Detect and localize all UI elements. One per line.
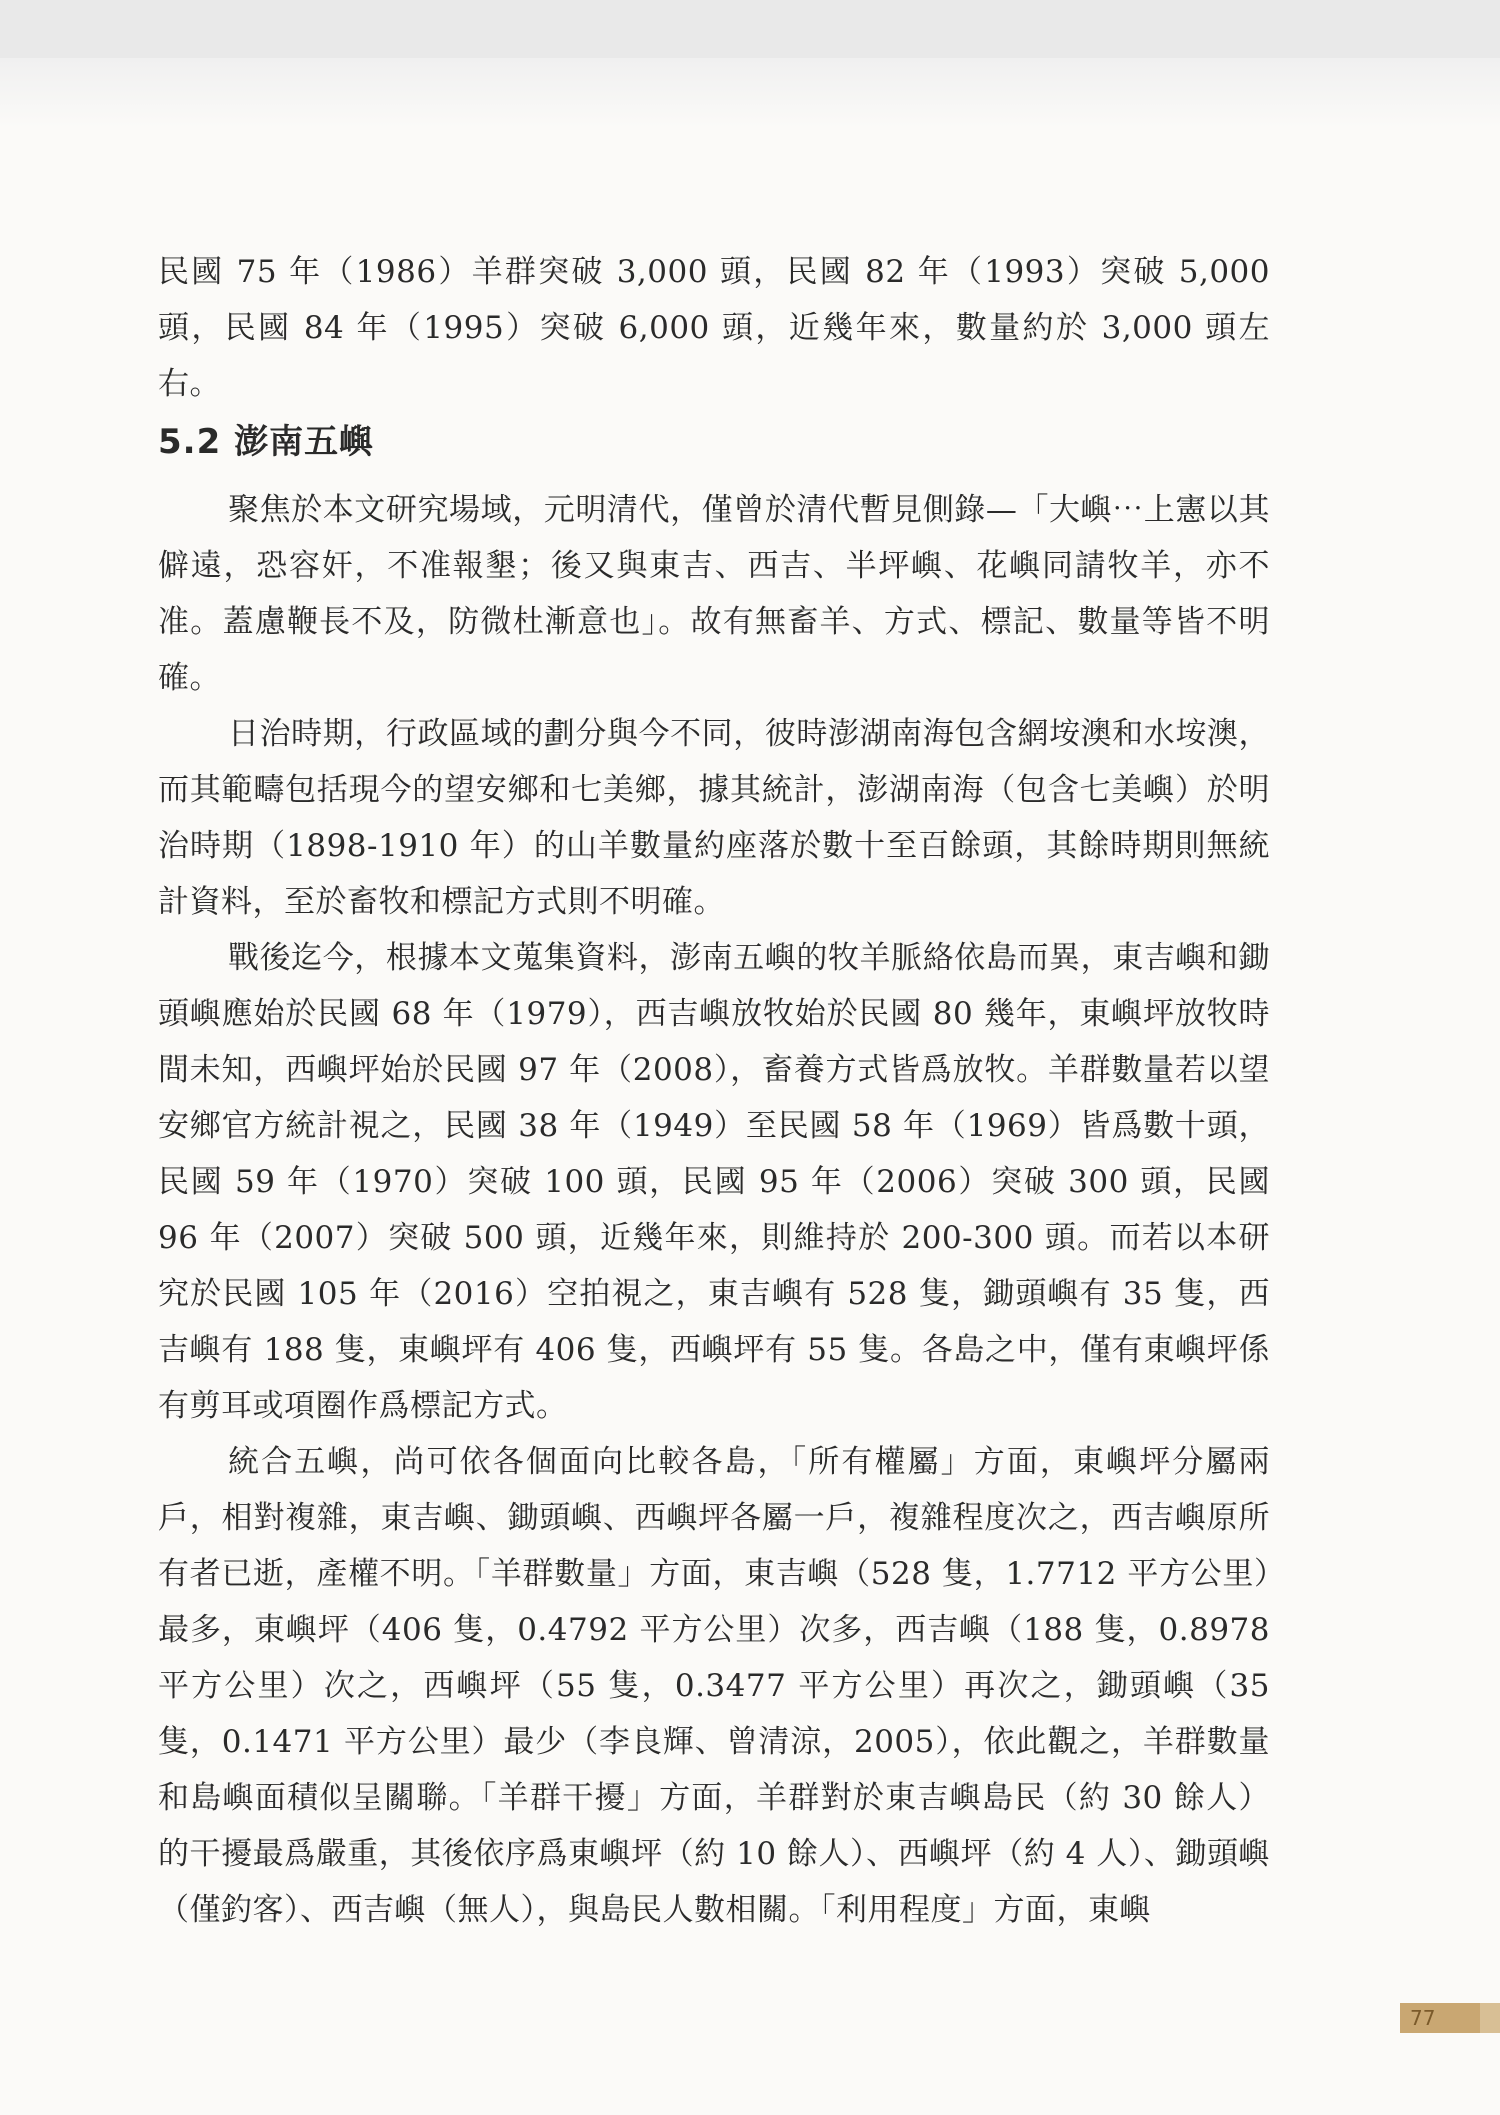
intro-paragraph: 民國 75 年（1986）羊群突破 3,000 頭，民國 82 年（1993）突破 5,000 頭，民國 84 年（1995）突破 6,000 頭，近幾年來，數量約於 3,000 頭左右。 [158,254,1270,402]
page-body [158,244,1270,1938]
page-number: 77 [1400,2003,1480,2033]
page-number-tab-edge [1480,2003,1500,2033]
paragraph-3: 戰後迄今，根據本文蒐集資料，澎南五嶼的牧羊脈絡依島而異，東吉嶼和鋤頭嶼應始於民國 68 年（1979），西吉嶼放牧始於民國 80 幾年，東嶼坪放牧時間未知，西嶼坪始於民國 97 年（2008），畜養方式皆爲放牧。羊群數量若以望安鄉官方統計視之，民國 38 年（1949）至民國 58 年（1969）皆爲數十頭，民國 59 年（1970）突破 100 頭，民國 95 年（2006）突破 300 頭，民國 96 年（2007）突破 500 頭，近幾年來，則維持於 200-300 頭。而若以本研究於民國 105 年（2016）空拍視之，東吉嶼有 528 隻，鋤頭嶼有 35 隻，西吉嶼有 188 隻，東嶼坪有 406 隻，西嶼坪有 55 隻。各島之中，僅有東嶼坪係有剪耳或項圈作爲標記方式。 [158,940,1270,1424]
top-scan-band [0,0,1500,58]
paragraph-4: 統合五嶼，尚可依各個面向比較各島，「所有權屬」方面，東嶼坪分屬兩戶，相對複雜，東吉嶼、鋤頭嶼、西嶼坪各屬一戶，複雜程度次之，西吉嶼原所有者已逝，產權不明。「羊群數量」方面，東吉嶼（528 隻，1.7712 平方公里）最多，東嶼坪（406 隻，0.4792 平方公里）次多，西吉嶼（188 隻，0.8978 平方公里）次之，西嶼坪（55 隻，0.3477 平方公里）再次之，鋤頭嶼（35 隻，0.1471 平方公里）最少（李良輝、曾清涼，2005），依此觀之，羊群數量和島嶼面積似呈關聯。「羊群干擾」方面，羊群對於東吉嶼島民（約 30 餘人）的干擾最爲嚴重，其後依序爲東嶼坪（約 10 餘人）、西嶼坪（約 4 人）、鋤頭嶼（僅釣客）、西吉嶼（無人），與島民人數相關。「利用程度」方面，東嶼 [158,1444,1270,1928]
section-heading: 5.2 澎南五嶼 [158,422,375,462]
paragraph-1: 聚焦於本文研究場域，元明清代，僅曾於清代暫見側錄—「大嶼⋯上憲以其僻遠，恐容奸，不准報墾；後又與東吉、西吉、半坪嶼、花嶼同請牧羊，亦不准。蓋慮鞭長不及，防微杜漸意也」。故有無畜羊、方式、標記、數量等皆不明確。 [158,492,1270,696]
top-scan-shadow [0,58,1500,128]
paragraph-2: 日治時期，行政區域的劃分與今不同，彼時澎湖南海包含網垵澳和水垵澳，而其範疇包括現今的望安鄉和七美鄉，據其統計，澎湖南海（包含七美嶼）於明治時期（1898-1910 年）的山羊數量約座落於數十至百餘頭，其餘時期則無統計資料，至於畜牧和標記方式則不明確。 [158,716,1270,920]
